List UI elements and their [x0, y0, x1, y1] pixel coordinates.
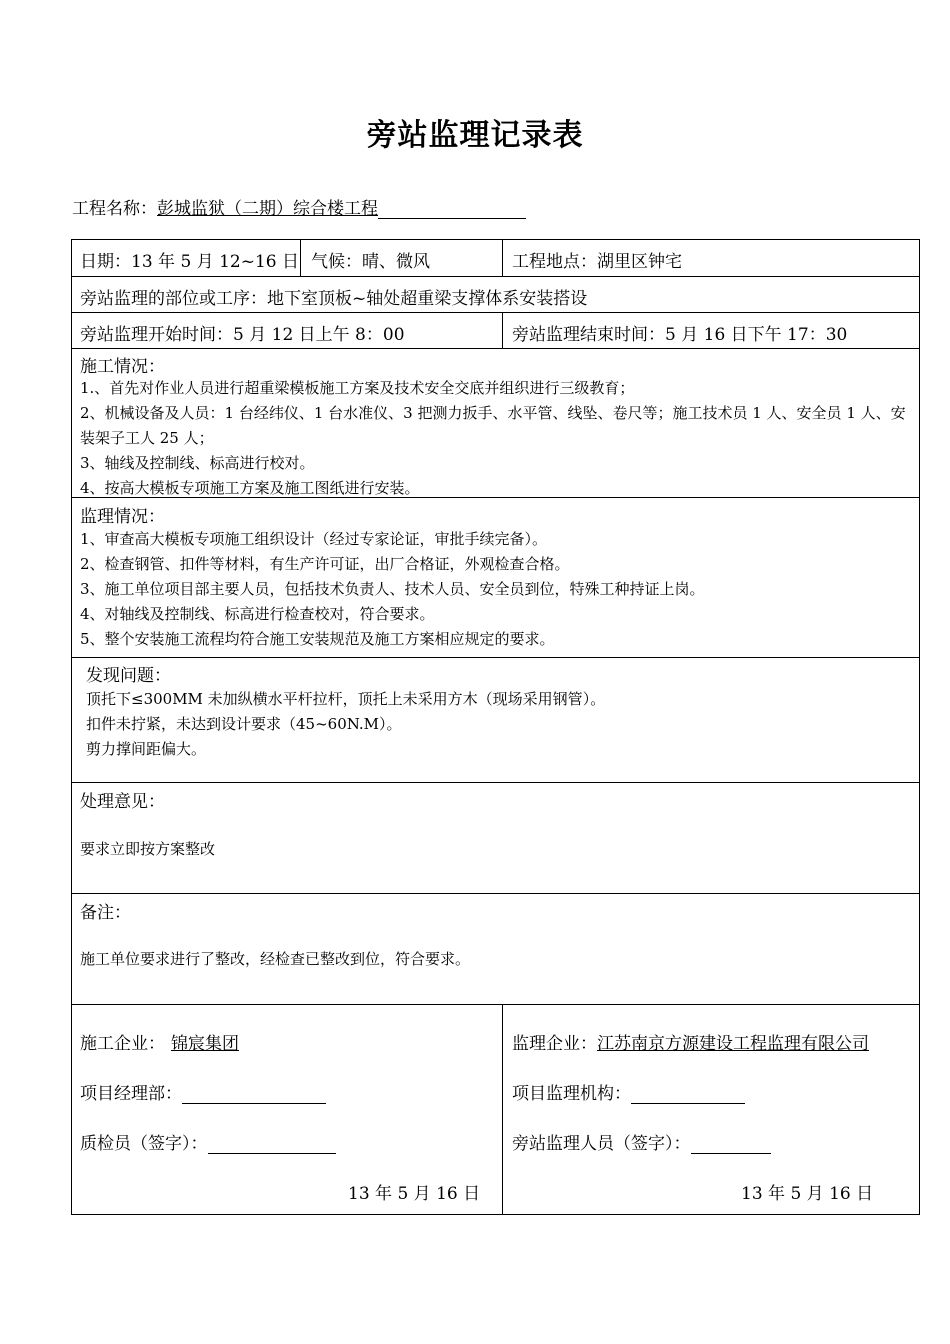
supervision-org-row [512, 1079, 745, 1104]
quality-inspector-label: 质检员（签字）： [80, 1134, 208, 1154]
supervision-line: 1、审查高大模板专项施工组织设计（经过专家论证，审批手续完备）。 [80, 530, 548, 548]
supervisor-person-row [512, 1129, 771, 1154]
project-name-underline [378, 200, 526, 219]
problem-line: 扣件未拧紧，未达到设计要求（45~60N.M）。 [86, 715, 402, 733]
table-border-right [919, 239, 920, 1215]
opinion-heading: 处理意见： [80, 792, 165, 812]
construction-line: 装架子工人 25 人； [80, 429, 214, 447]
construction-line: 2、机械设备及人员：1 台经纬仪、1 台水准仪、3 把测力扳手、水平管、线坠、卷尺等；施工技术员 1 人、安全员 1 人、安 [80, 404, 906, 422]
table-border-top [71, 239, 920, 240]
supervision-org-signature-line [631, 1085, 745, 1104]
col-divider [300, 239, 301, 276]
row-divider [71, 276, 920, 277]
construction-line: 3、轴线及控制线、标高进行校对。 [80, 454, 315, 472]
col-divider [502, 239, 503, 276]
quality-inspector-row [80, 1129, 336, 1154]
contractor-company-name [165, 1034, 245, 1054]
supervision-line: 4、对轴线及控制线、标高进行检查校对，符合要求。 [80, 605, 435, 623]
contractor-company-row [80, 1029, 245, 1054]
supervision-heading: 监理情况： [80, 507, 165, 527]
supervision-line: 3、施工单位项目部主要人员，包括技术负责人、技术人员、安全员到位，特殊工种持证上岗。 [80, 580, 705, 598]
table-border-left [71, 239, 72, 1215]
project-manager-row [80, 1079, 326, 1104]
problem-line: 剪力撑间距偏大。 [86, 740, 207, 758]
supervisor-person-label: 旁站监理人员（签字）： [512, 1134, 691, 1154]
quality-inspector-signature-line [208, 1135, 336, 1154]
row-divider [71, 348, 920, 349]
problems-heading: 发现问题： [86, 666, 171, 686]
table-border-bottom [71, 1214, 920, 1215]
remarks-text: 施工单位要求进行了整改，经检查已整改到位，符合要求。 [80, 950, 471, 968]
project-label: 工程名称： [72, 199, 157, 219]
contractor-date: 13 年 5 月 16 日 [348, 1184, 481, 1204]
construction-line: 1.、首先对作业人员进行超重梁模板施工方案及技术安全交底并组织进行三级教育； [80, 379, 635, 397]
construction-heading: 施工情况： [80, 357, 165, 377]
project-name: 彭城监狱（二期）综合楼工程 [157, 199, 378, 219]
supervision-line: 2、检查钢管、扣件等材料，有生产许可证，出厂合格证，外观检查合格。 [80, 555, 570, 573]
remarks-heading: 备注： [80, 903, 131, 923]
supervisor-company-row [512, 1029, 869, 1054]
problem-line: 顶托下≤300MM 未加纵横水平杆拉杆，顶托上未采用方木（现场采用钢管）。 [86, 690, 606, 708]
end-time-cell: 旁站监理结束时间：5 月 16 日下午 17：30 [512, 325, 848, 345]
start-time-cell: 旁站监理开始时间：5 月 12 日上午 8：00 [80, 325, 405, 345]
supervisor-company-label: 监理企业： [512, 1034, 597, 1054]
date-cell: 日期：13 年 5 月 12~16 日 [80, 252, 299, 272]
supervisor-company-name: 江苏南京方源建设工程监理有限公司 [597, 1034, 869, 1054]
row-divider [71, 782, 920, 783]
supervisor-date: 13 年 5 月 16 日 [741, 1184, 874, 1204]
location-cell: 工程地点：湖里区钟宅 [512, 252, 682, 272]
contractor-company-text: 锦宸集团 [171, 1034, 239, 1054]
opinion-text: 要求立即按方案整改 [80, 840, 216, 858]
weather-cell: 气候：晴、微风 [311, 252, 430, 272]
supervisor-person-signature-line [691, 1135, 771, 1154]
project-manager-label: 项目经理部： [80, 1084, 182, 1104]
project-name-row [72, 194, 526, 219]
supervision-org-label: 项目监理机构： [512, 1084, 631, 1104]
row-divider [71, 657, 920, 658]
position-cell: 旁站监理的部位或工序：地下室顶板~轴处超重梁支撑体系安装搭设 [80, 289, 588, 309]
row-divider [71, 1004, 920, 1005]
row-divider [71, 312, 920, 313]
row-divider [71, 893, 920, 894]
project-manager-signature-line [182, 1085, 326, 1104]
construction-line: 4、按高大模板专项施工方案及施工图纸进行安装。 [80, 479, 420, 497]
supervision-line: 5、整个安装施工流程均符合施工安装规范及施工方案相应规定的要求。 [80, 630, 555, 648]
col-divider [502, 1004, 503, 1214]
col-divider [502, 312, 503, 348]
contractor-company-label: 施工企业： [80, 1034, 165, 1054]
page-title: 旁站监理记录表 [366, 118, 584, 153]
